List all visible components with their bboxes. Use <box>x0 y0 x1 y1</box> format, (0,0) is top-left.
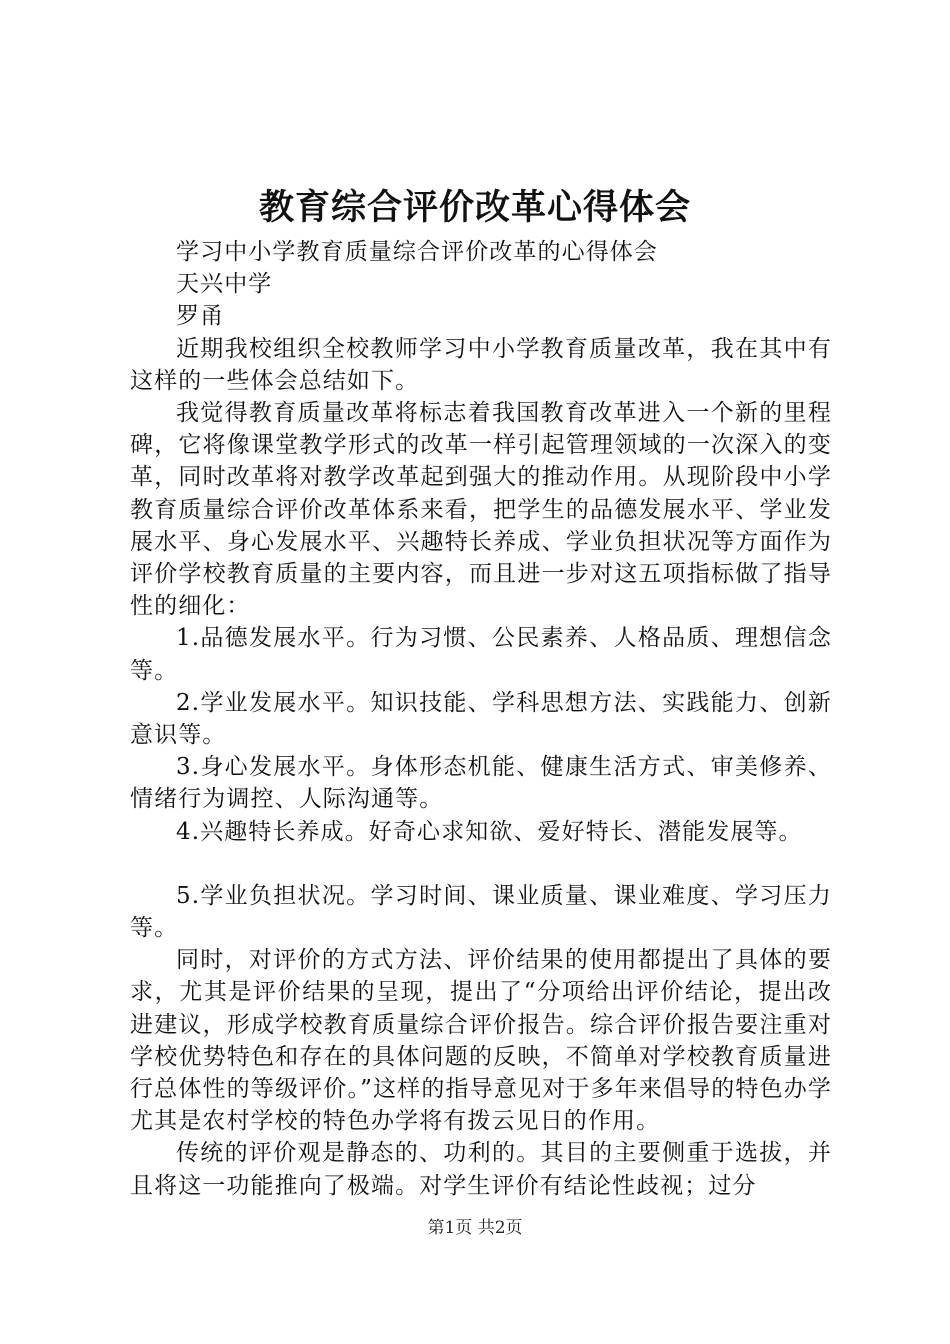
document-body <box>130 236 832 1202</box>
body-paragraph: 同时，对评价的方式方法、评价结果的使用都提出了具体的要求，尤其是评价结果的呈现，提出了“分项给出评价结论，提出改进建议，形成学校教育质量综合评价报告。综合评价报告要注重对学校优势特色和存在的具体问题的反映，不简单对学校教育质量进行总体性的等级评价。”这样的指导意见对于多年来倡导的特色办学尤其是农村学校的特色办学将有拨云见日的作用。 <box>130 947 832 1135</box>
body-paragraph: 我觉得教育质量改革将标志着我国教育改革进入一个新的里程碑，它将像课堂教学形式的改革一样引起管理领域的一次深入的变革，同时改革将对教学改革起到强大的推动作用。从现阶段中小学教育质量综合评价改革体系来看，把学生的品德发展水平、学业发展水平、身心发展水平、兴趣特长养成、学业负担状况等方面作为评价学校教育质量的主要内容，而且进一步对这五项指标做了指导性的细化： <box>130 400 832 620</box>
author-name: 罗甬 <box>176 303 225 330</box>
subtitle-paragraph: 学习中小学教育质量综合评价改革的心得体会 <box>176 239 658 265</box>
list-item-1: 1.品德发展水平。行为习惯、公民素养、人格品质、理想信念等。 <box>130 625 832 684</box>
body-paragraph: 近期我校组织全校教师学习中小学教育质量改革，我在其中有这样的一些体会总结如下。 <box>130 335 832 394</box>
school-name: 天兴中学 <box>176 271 273 298</box>
page-number-footer: 第1页 共2页 <box>427 1218 523 1238</box>
list-item-4: 4.兴趣特长养成。好奇心求知欲、爱好特长、潜能发展等。 <box>176 818 803 845</box>
list-item-3: 3.身心发展水平。身体形态机能、健康生活方式、审美修养、情绪行为调控、人际沟通等。 <box>130 754 832 813</box>
list-item-2: 2.学业发展水平。知识技能、学科思想方法、实践能力、创新意识等。 <box>130 689 832 749</box>
body-paragraph: 传统的评价观是静态的、功利的。其目的主要侧重于选拔，并且将这一功能推向了极端。对学生评价有结论性歧视；过分 <box>130 1140 832 1199</box>
document-title: 教育综合评价改革心得体会 <box>258 187 691 228</box>
list-item-5: 5.学业负担状况。学习时间、课业质量、课业难度、学习压力等。 <box>130 882 832 942</box>
